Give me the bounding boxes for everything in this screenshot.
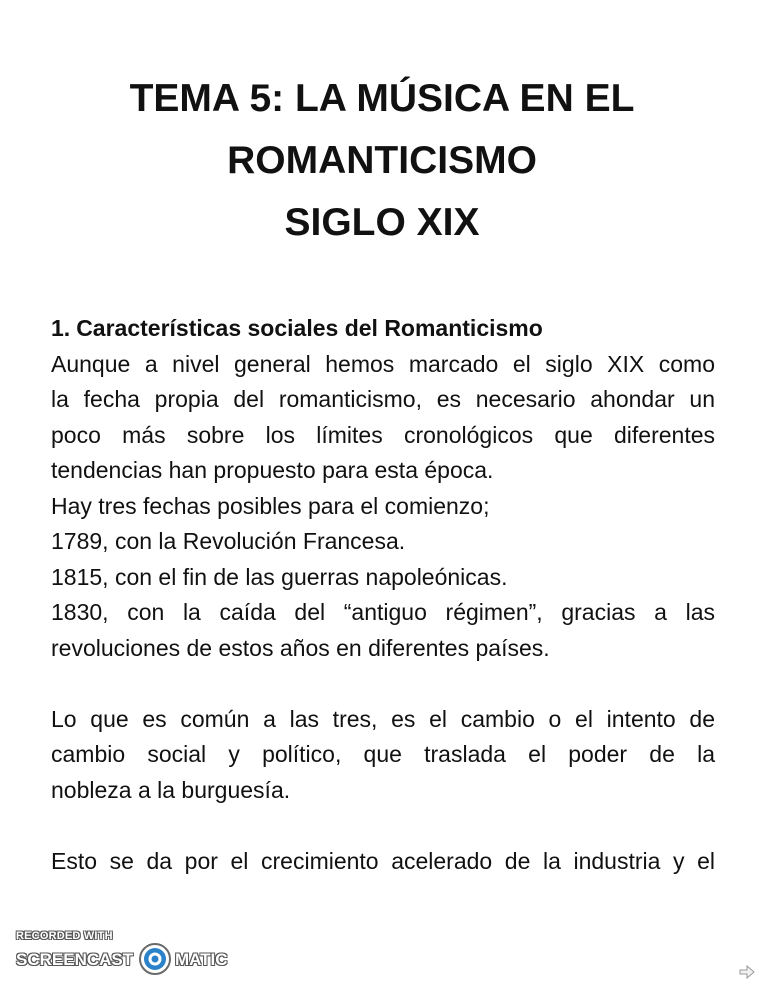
date-1830	[51, 595, 715, 666]
paragraph-line: nobleza a la burguesía.	[51, 776, 291, 803]
paragraph-line: 1830, con la caída del “antiguo régimen”, gracias a las	[51, 599, 715, 625]
paragraph-gap	[51, 808, 715, 844]
paragraph-line: cambio social y político, que traslada el poder de la	[51, 741, 715, 767]
paragraph-line: Esto se da por el crecimiento acelerado de la industria y el	[51, 847, 715, 874]
title-line-2: ROMANTICISMO	[227, 139, 537, 182]
watermark-recorded-with: RECORDED WITH	[16, 930, 113, 942]
dates-intro: Hay tres fechas posibles para el comienzo;	[51, 492, 490, 519]
title-line-1: TEMA 5: LA MÚSICA EN EL	[129, 77, 635, 120]
section-heading	[51, 311, 715, 347]
date-1789: 1789, con la Revolución Francesa.	[51, 528, 406, 554]
paragraph-line: revoluciones de estos años en diferentes países.	[51, 634, 550, 661]
paragraph-gap	[51, 666, 715, 702]
paragraph-common	[51, 702, 715, 809]
paragraph-line: Aunque a nivel general hemos marcado el siglo XIX como	[51, 350, 715, 377]
screencast-o-matic-logo-icon	[138, 942, 172, 976]
watermark-brand-left: SCREENCAST	[16, 950, 134, 969]
section-number: 1.	[51, 315, 71, 341]
section-heading-text: Características sociales del Romanticismo	[76, 315, 543, 341]
paragraph-line: poco más sobre los límites cronológicos que diferentes	[51, 421, 715, 448]
paragraph-line: Lo que es común a las tres, es el cambio o el intento de	[51, 705, 715, 732]
watermark-brand-right: MATIC	[175, 950, 228, 969]
title-line-3: SIGLO XIX	[284, 201, 480, 244]
paragraph-line: la fecha propia del romanticismo, es necesario ahondar un	[51, 386, 715, 412]
next-page-arrow-icon[interactable]	[738, 964, 756, 980]
document-title	[0, 68, 764, 254]
date-1815: 1815, con el fin de las guerras napoleónicas.	[51, 563, 508, 590]
paragraph-industry	[51, 844, 715, 880]
recorder-watermark	[16, 930, 256, 980]
paragraph-line: tendencias han propuesto para esta época.	[51, 457, 494, 483]
document-body	[51, 311, 715, 879]
paragraph-chronology	[51, 347, 715, 489]
